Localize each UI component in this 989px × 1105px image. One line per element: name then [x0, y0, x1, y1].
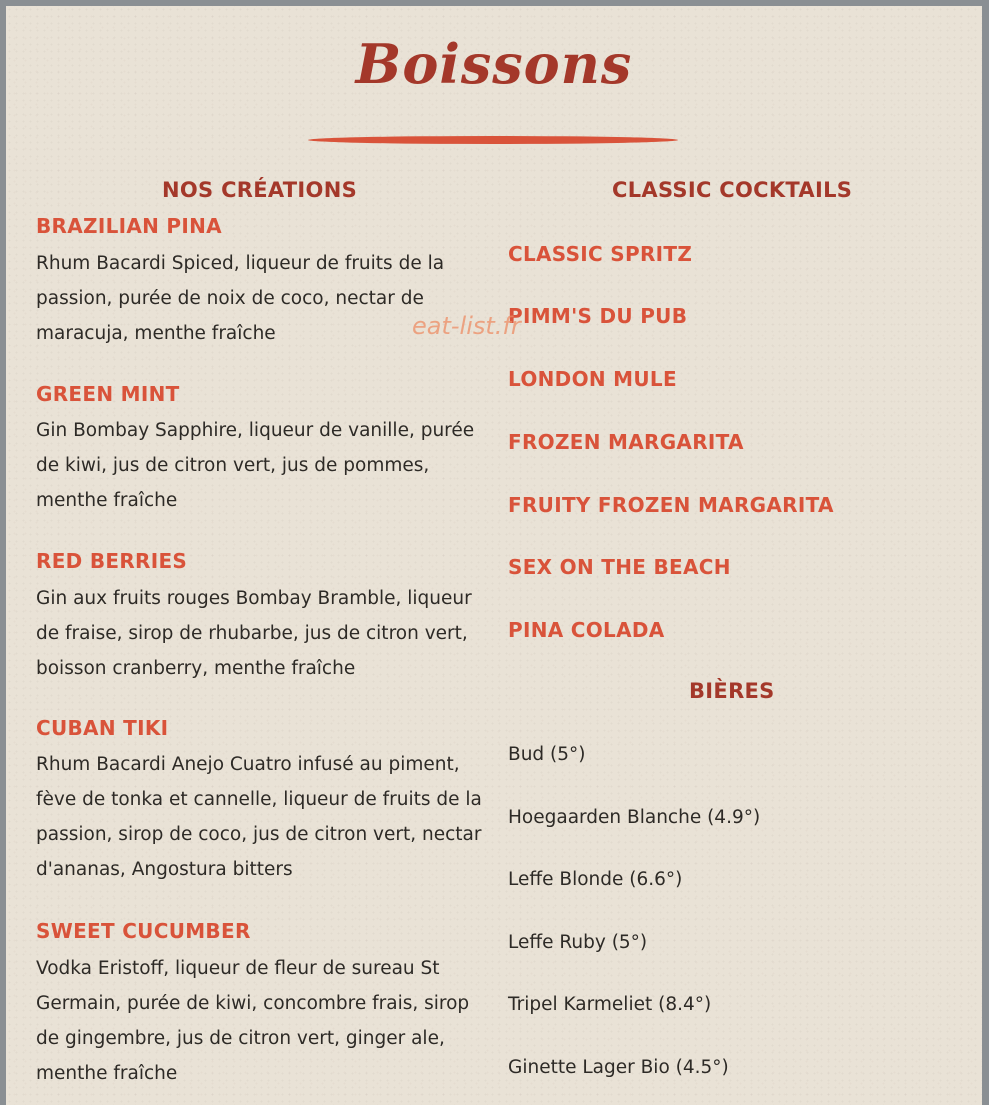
title-underline	[308, 136, 678, 144]
creation-description: Rhum Bacardi Spiced, liqueur de fruits de la passion, purée de noix de coco, nectar de maracuja, menthe fraîche	[36, 253, 445, 344]
creations-heading: NOS CRÉATIONS	[162, 178, 358, 202]
beer-item: Leffe Blonde (6.6°)	[508, 869, 683, 890]
page-title: Boissons	[355, 32, 633, 96]
creation-name: GREEN MINT	[36, 382, 180, 406]
beer-item: Bud (5°)	[508, 744, 586, 765]
creation-description: Gin Bombay Sapphire, liqueur de vanille, purée de kiwi, jus de citron vert, jus de pommes, menthe fraîche	[36, 420, 475, 511]
creation-description: Vodka Eristoff, liqueur de fleur de sureau St Germain, purée de kiwi, concombre frais, sirop de gingembre, jus de citron vert, ginger ale, menthe fraîche	[36, 958, 470, 1084]
cocktail-item: CLASSIC SPRITZ	[508, 242, 693, 266]
beers-heading: BIÈRES	[689, 679, 775, 703]
creation-name: RED BERRIES	[36, 549, 188, 573]
beer-item: Ginette Lager Bio (4.5°)	[508, 1057, 729, 1078]
classics-heading: CLASSIC COCKTAILS	[612, 178, 853, 202]
cocktail-item: PINA COLADA	[508, 618, 665, 642]
cocktail-item: LONDON MULE	[508, 367, 677, 391]
menu-page	[6, 6, 982, 1105]
creation-name: CUBAN TIKI	[36, 716, 169, 740]
beer-item: Leffe Ruby (5°)	[508, 932, 648, 953]
cocktail-item: PIMM'S DU PUB	[508, 304, 688, 328]
creation-name: BRAZILIAN PINA	[36, 214, 222, 238]
cocktail-item: SEX ON THE BEACH	[508, 555, 731, 579]
creation-description: Rhum Bacardi Anejo Cuatro infusé au piment, fève de tonka et cannelle, liqueur de fruits de la passion, sirop de coco, jus de citron vert, nectar d'ananas, Angostura bitters	[36, 754, 482, 880]
creation-description: Gin aux fruits rouges Bombay Bramble, liqueur de fraise, sirop de rhubarbe, jus de citron vert, boisson cranberry, menthe fraîche	[36, 588, 472, 679]
creation-name: SWEET CUCUMBER	[36, 919, 251, 943]
cocktail-item: FROZEN MARGARITA	[508, 430, 744, 454]
beer-item: Tripel Karmeliet (8.4°)	[508, 994, 712, 1015]
watermark-text: eat-list.fr	[412, 312, 521, 340]
cocktail-item: FRUITY FROZEN MARGARITA	[508, 493, 834, 517]
beer-item: Hoegaarden Blanche (4.9°)	[508, 807, 761, 828]
